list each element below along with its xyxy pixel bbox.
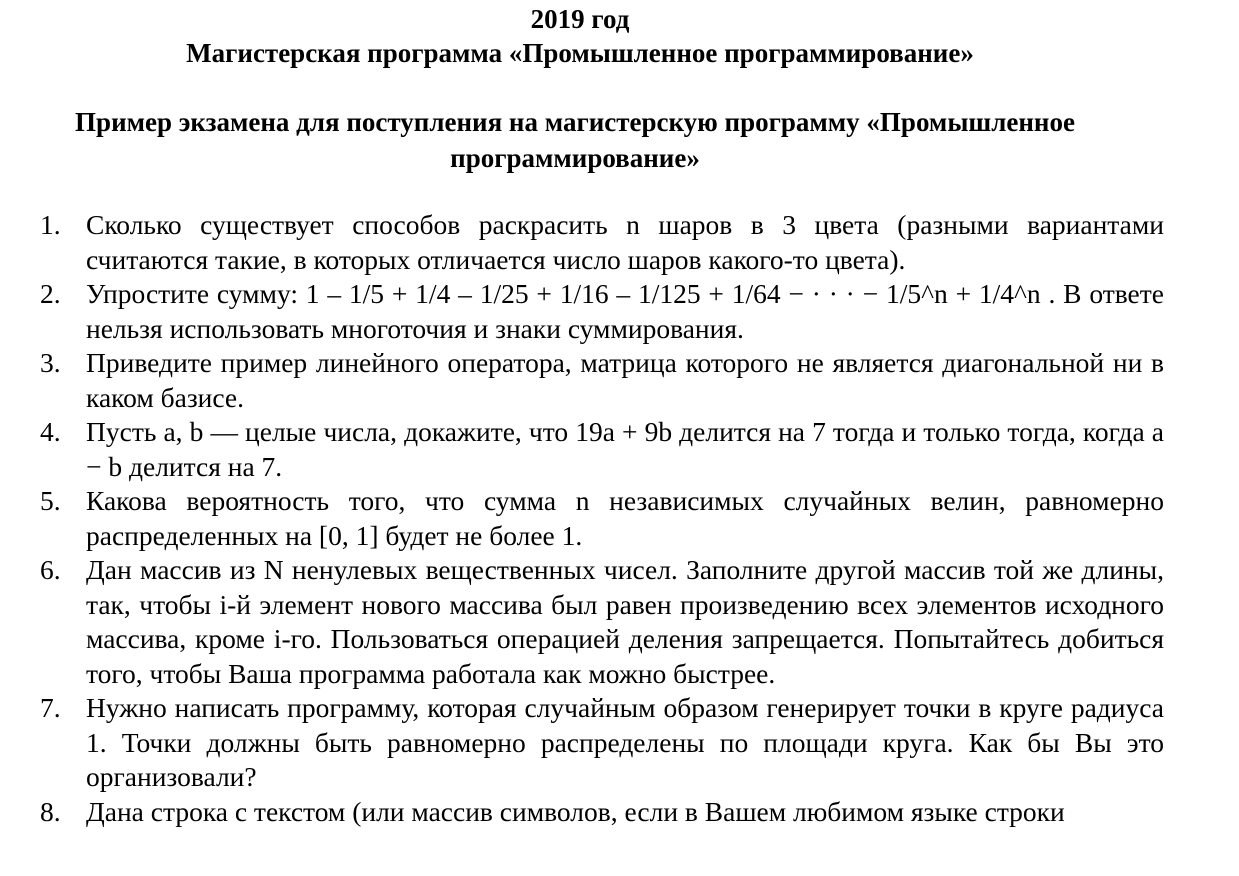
list-item bbox=[40, 553, 1164, 691]
exam-subtitle: Пример экзамена для поступления на магистерскую программу «Промышленное программирование» bbox=[75, 107, 1075, 173]
task-text: Приведите пример линейного оператора, матрица которого не является диагональной ни в каком базисе. bbox=[86, 347, 1164, 413]
task-list bbox=[40, 208, 1164, 829]
list-item bbox=[40, 277, 1164, 346]
program-title: Магистерская программа «Промышленное программирование» bbox=[186, 38, 974, 68]
list-item bbox=[40, 484, 1164, 553]
task-text: Дан массив из N ненулевых вещественных чисел. Заполните другой массив той же длины, так, чтобы i-й элемент нового массива был равен произведению всех элементов исходного массива, кроме i-го. Пользоваться операцией деления запрещается. Попытайтесь добиться того, чтобы Ваша программа работала как можно быстрее. bbox=[86, 554, 1164, 689]
task-text: Дана строка с текстом (или массив символов, если в Вашем любимом языке строки bbox=[86, 795, 1065, 827]
task-text: Пусть a, b — целые числа, докажите, что 19a + 9b делится на 7 тогда и только тогда, когда a − b делится на 7. bbox=[86, 416, 1164, 482]
task-number: 8. bbox=[40, 795, 61, 827]
list-item bbox=[40, 795, 1164, 830]
task-number: 2. bbox=[40, 278, 61, 309]
task-text: Какова вероятность того, что сумма n независимых случайных велин, равномерно распределенных на [0, 1] будет не более 1. bbox=[86, 485, 1164, 551]
task-text: Нужно написать программу, которая случайным образом генерирует точки в круге радиуса 1. Точки должны быть равномерно распределены по площади круга. Как бы Вы это организовали? bbox=[86, 692, 1164, 792]
task-number: 4. bbox=[40, 416, 61, 447]
list-item bbox=[40, 208, 1164, 277]
task-number: 3. bbox=[40, 347, 61, 378]
task-number: 5. bbox=[40, 485, 61, 516]
list-item bbox=[40, 691, 1164, 795]
task-text: Упростите сумму: 1 – 1/5 + 1/4 – 1/25 + 1/16 – 1/125 + 1/64 − · · · − 1/5^n + 1/4^n . В ответе нельзя использовать многоточия и знаки суммирования. bbox=[86, 278, 1164, 344]
task-number: 1. bbox=[40, 209, 61, 240]
task-text: Сколько существует способов раскрасить n шаров в 3 цвета (разными вариантами считаются такие, в которых отличается число шаров какого-то цвета). bbox=[86, 209, 1164, 275]
list-item bbox=[40, 346, 1164, 415]
list-item bbox=[40, 415, 1164, 484]
task-number: 7. bbox=[40, 692, 61, 723]
task-number: 6. bbox=[40, 554, 61, 585]
document-year: 2019 год bbox=[530, 4, 630, 34]
